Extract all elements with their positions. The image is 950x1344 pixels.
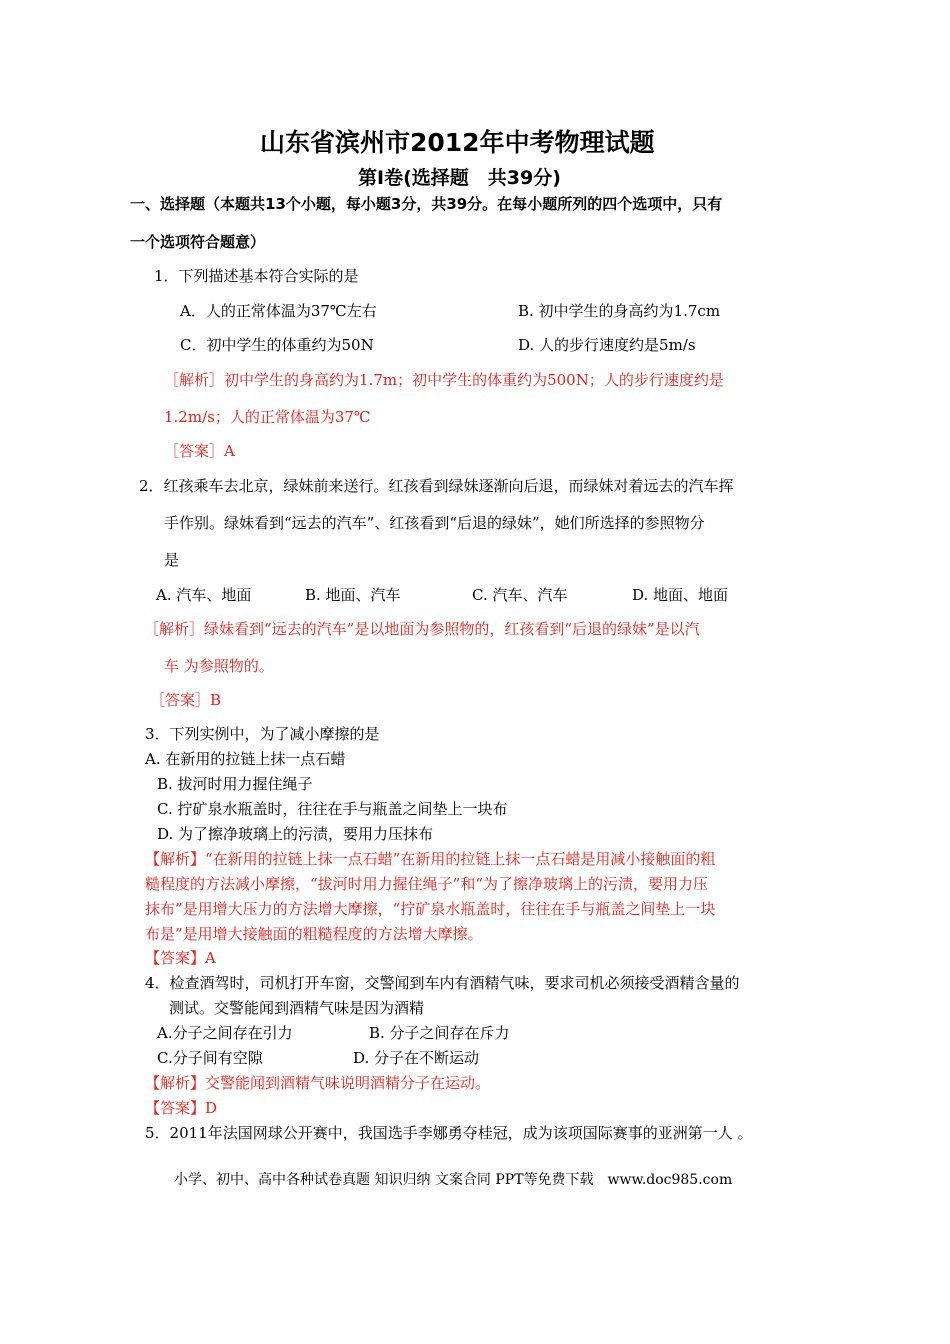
- q1-option-d: D. 人的步行速度约是5m/s: [518, 336, 696, 354]
- page-footer: 小学、初中、高中各种试卷真题 知识归纳 文案合同 PPT等免费下载 www.doc985.com: [174, 1172, 733, 1188]
- q4-option-a: A.分子之间存在引力: [157, 1024, 293, 1042]
- q3-option-b: B. 拔河时用力握住绳子: [157, 775, 313, 793]
- q4-option-d: D. 分子在不断运动: [353, 1049, 480, 1067]
- q3-analysis-line-1: 【解析】“在新用的拉链上抹一点石蜡”在新用的拉链上抹一点石蜡是用减小接触面的粗: [145, 850, 716, 868]
- q2-stem-line-3: 是: [164, 551, 180, 569]
- q3-option-c: C. 拧矿泉水瓶盖时，往往在手与瓶盖之间垫上一块布: [157, 800, 508, 818]
- q3-option-d: D. 为了擦净玻璃上的污渍，要用力压抹布: [157, 825, 434, 843]
- q5-stem: 5．2011年法国网球公开赛中，我国选手李娜勇夺桂冠，成为该项国际赛事的亚洲第一人 。: [145, 1124, 753, 1142]
- q2-analysis-line-1: ［解析］绿妹看到“远去的汽车”是以地面为参照物的，红孩看到“后退的绿妹”是以汽: [144, 620, 700, 638]
- section-subtitle: 第Ⅰ卷(选择题 共39分): [358, 167, 561, 189]
- q3-analysis-line-3: 抹布”是用增大压力的方法增大摩擦，“拧矿泉水瓶盖时，往往在手与瓶盖之间垫上一块: [145, 900, 716, 918]
- q4-analysis: 【解析】交警能闻到酒精气味说明酒精分子在运动。: [145, 1074, 491, 1092]
- q4-option-b: B. 分子之间存在斥力: [369, 1024, 510, 1042]
- q2-option-a: A. 汽车、地面: [156, 586, 252, 604]
- q1-analysis-line-1: ［解析］初中学生的身高约为1.7m；初中学生的体重约为500N；人的步行速度约是: [164, 371, 724, 389]
- q3-option-a: A. 在新用的拉链上抹一点石蜡: [145, 750, 346, 768]
- q1-option-a: A．人的正常体温为37℃左右: [180, 302, 377, 320]
- q3-analysis-line-2: 糙程度的方法减小摩擦，“拔河时用力握住绳子”和“为了擦净玻璃上的污渍，要用力压: [145, 875, 709, 893]
- q2-option-c: C. 汽车、汽车: [472, 586, 568, 604]
- q1-answer: ［答案］A: [164, 442, 235, 460]
- q1-option-b: B. 初中学生的身高约为1.7cm: [518, 302, 721, 320]
- q2-answer: ［答案］B: [150, 691, 222, 709]
- q2-stem-line-2: 手作别。绿妹看到“远去的汽车”、红孩看到“后退的绿妹”，她们所选择的参照物分: [164, 514, 705, 532]
- q1-analysis-line-2: 1.2m/s；人的正常体温为37℃: [164, 408, 371, 426]
- q3-analysis-line-4: 布是”是用增大接触面的粗糙程度的方法增大摩擦。: [145, 925, 483, 943]
- q3-answer: 【答案】A: [145, 949, 216, 967]
- q4-stem-line-1: 4．检查酒驾时，司机打开车窗，交警闻到车内有酒精气味，要求司机必须接受酒精含量的: [145, 974, 740, 992]
- page-title: 山东省滨州市2012年中考物理试题: [260, 128, 655, 157]
- q4-answer: 【答案】D: [145, 1099, 218, 1117]
- q3-stem: 3．下列实例中，为了减小摩擦的是: [145, 725, 380, 743]
- q2-analysis-line-2: 车 为参照物的。: [164, 657, 274, 675]
- q2-option-b: B. 地面、汽车: [305, 586, 401, 604]
- q2-stem-line-1: 2．红孩乘车去北京，绿妹前来送行。红孩看到绿妹逐渐向后退，而绿妹对着远去的汽车挥: [139, 477, 734, 495]
- q4-option-c: C.分子间有空隙: [157, 1049, 263, 1067]
- q4-stem-line-2: 测试。交警能闻到酒精气味是因为酒精: [169, 999, 425, 1017]
- q1-stem: 1．下列描述基本符合实际的是: [154, 267, 359, 285]
- q2-option-d: D. 地面、地面: [632, 586, 729, 604]
- section-heading-line-1: 一、选择题（本题共13个小题，每小题3分，共39分。在每小题所列的四个选项中，只有: [130, 195, 723, 213]
- q1-option-c: C．初中学生的体重约为50N: [180, 336, 374, 354]
- section-heading-line-2: 一个选项符合题意）: [130, 233, 266, 251]
